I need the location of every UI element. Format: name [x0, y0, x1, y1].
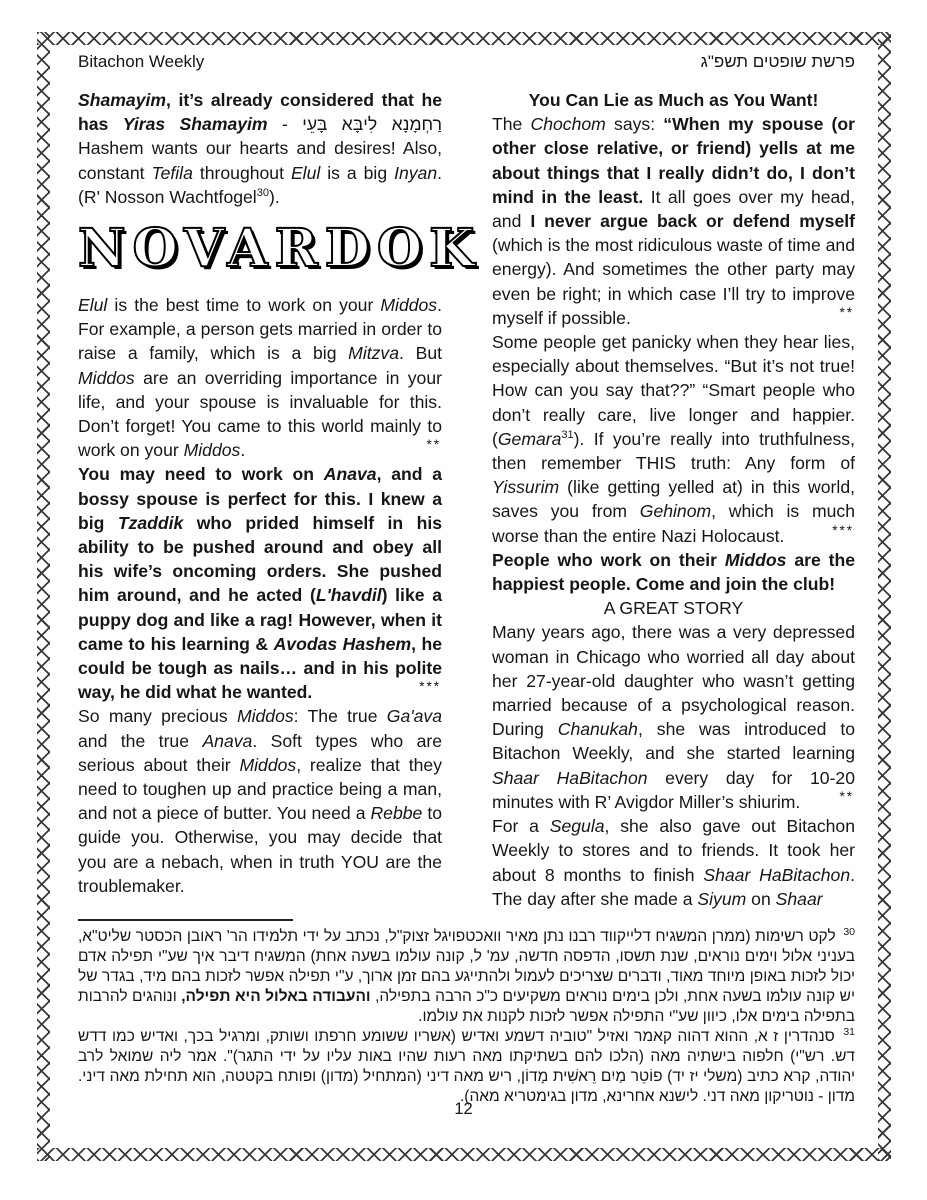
text-run: every day for 10-20 minutes with R’ Avigdor Miller’s shiurim. [492, 767, 855, 812]
text-run: , it’s already considered that he has [78, 90, 442, 135]
text-run: Middos [380, 295, 438, 316]
text-run: ונוהגים להרבות בתפילה בימים אלו, כיוון שע"י התפילה אפשר לזכות לקנות את עולמו. [78, 988, 855, 1025]
parsha-date-hebrew: פרשת שופטים תשפ"ג [700, 52, 855, 71]
text-run: is the best time to work on your [107, 295, 381, 316]
text-run: It all goes over my head, and [492, 186, 855, 232]
text-run: - [267, 114, 303, 135]
decorative-border-left [37, 32, 50, 1161]
text-run: Avodas Hashem [273, 633, 412, 654]
section-break-asterisks: *** [419, 679, 441, 695]
text-run: “When my spouse (or other close relative, or friend) yells at me about things that I really didn’t do, I don’t mind in the least. [492, 114, 856, 207]
text-run: Anava [202, 730, 253, 751]
text-run: : The true [293, 706, 387, 727]
text-run: Shaar [775, 888, 823, 909]
decorative-border-top [37, 32, 891, 45]
text-run: ) like a puppy dog and like a rag! However, when it came to his learning & [78, 585, 442, 654]
para-anava-tzaddik [78, 462, 442, 704]
text-run: So many precious [78, 706, 237, 727]
text-run: on [746, 888, 776, 909]
text-run: (like getting yelled at) in this world, saves you from [492, 477, 855, 522]
text-run: . Soft types who are serious about their [78, 730, 442, 775]
para-panicky-lies [492, 330, 855, 548]
text-run: . [240, 440, 246, 461]
text-run: Shaar HaBitachon [492, 767, 648, 788]
text-run: , realize that they need to toughen up and practice being a man, and not a piece of butter. You need a [78, 754, 442, 824]
page-number: 12 [454, 1100, 473, 1118]
text-run: ). If you’re really into truthfulness, then remember THIS truth: Any form of [492, 428, 855, 474]
footnote-separator [78, 919, 293, 921]
section-break-asterisks: ** [839, 788, 854, 804]
heading-you-can-lie [492, 88, 855, 112]
text-run: סנהדרין ז א, ההוא דהוה קאמר ואזיל "טוביה דשמע ואדיש (אשריו ששומע חרפתו ושותק, ומרגיל בכך, ואדיש כמו דדש דש. רש"י) חלפוה בישתיה מאה (הלכו להם בשתיקתו מאה רעות שהיו באות עליו על ידי התגר)". אמר ליה שמואל לרב יהודה, קרא כתיב (משלי יז יד) פוֹטֵר מַיִם רֵאשִׁית מָדוֹן, ריש מאה דיני (המתחיל (מדון) ופותח בקטטה, הוא תחילת מאה דיני. מדון - נוטריקון מאה דני. לישנא אחרינא, מדון בגימטריא מאה). [78, 1028, 855, 1105]
para-elul-middos [78, 293, 442, 462]
two-column-body [78, 88, 855, 911]
text-run: Shaar HaBitachon [703, 864, 851, 885]
decorative-border-right [878, 32, 891, 1161]
hebrew-phrase: רַחְמָנָא לִיבָּא בָּעֵי [302, 114, 442, 135]
text-run: Yissurim [492, 477, 560, 498]
footnote-reference: 31 [561, 428, 574, 441]
text-run: . (R' Nosson Wachtfogel [78, 162, 442, 207]
section-break-asterisks: ** [839, 304, 854, 320]
text-run: , she was introduced to Bitachon Weekly, and she started learning [492, 719, 855, 764]
text-run: Some people get panicky when they hear lies, especially about themselves. “But it’s not true! How can you say that??” “Smart people who don’t really care, live longer and happier. ( [492, 332, 855, 449]
text-run: Middos [724, 549, 787, 570]
text-run: are an overriding importance in your life, and your spouse is invaluable for this. Don’t forget! You came to this world mainly to work on your [78, 367, 442, 461]
text-run: Middos [239, 754, 297, 775]
text-run: Middos [236, 706, 294, 727]
text-run: (which is the most ridiculous waste of time and energy). And sometimes the other party may even be right; in which case I’ll try to improve myself if possible. [492, 235, 855, 328]
text-run: , and a bossy spouse is perfect for this. I knew a big [78, 464, 442, 533]
text-run: Many years ago, there was a very depressed woman in Chicago who worried all day about her 27-year-old daughter who wasn’t getting married because of a psychological reason. During [492, 622, 855, 740]
text-run: , he could be tough as nails… and in his polite way, he did what he wanted. [78, 633, 442, 703]
section-break-asterisks: ** [426, 437, 441, 453]
footnote-reference: 30 [256, 186, 269, 199]
text-run: The [492, 114, 531, 135]
text-run: Siyum [697, 888, 747, 909]
heading-a-great-story [492, 596, 855, 620]
text-run: and the true [78, 730, 203, 751]
text-run: A GREAT STORY [603, 598, 744, 619]
text-run: Yiras Shamayim [122, 114, 268, 135]
section-break-asterisks: *** [832, 522, 854, 538]
para-chochom-says [492, 112, 855, 330]
text-run: , she also gave out Bitachon Weekly to stores and to friends. It took her about 8 months to finish [492, 816, 855, 885]
text-run: Ga'ava [386, 706, 442, 727]
text-run: . But [399, 343, 442, 364]
text-run: For a [492, 816, 550, 837]
text-run: Anava [323, 464, 377, 485]
text-run: says: [605, 114, 664, 135]
text-run: Chochom [530, 114, 606, 135]
text-run: Mitzva [348, 343, 400, 364]
para-chicago-story [492, 620, 855, 814]
publication-title: Bitachon Weekly [78, 52, 205, 71]
text-run: Tzaddik [117, 512, 184, 533]
text-run: Inyan [394, 162, 438, 183]
text-run: . The day after she made a [492, 864, 855, 909]
text-run: are the happiest people. Come and join the club! [492, 549, 855, 595]
text-run: ). [268, 186, 280, 207]
decorative-border-bottom [37, 1148, 891, 1161]
text-run: Elul [290, 162, 321, 183]
text-run: , which is much worse than the entire Nazi Holocaust. [492, 501, 855, 546]
text-run: Elul [78, 295, 108, 316]
text-run: . For example, a person gets married in order to raise a family, which is a big [78, 295, 442, 364]
right-column [492, 88, 855, 911]
text-run: to guide you. Otherwise, you may decide that you are a nebach, when in truth YOU are the troublemaker. [78, 803, 442, 896]
text-run: Middos [183, 440, 241, 461]
text-run: לקט רשימות (ממרן המשגיח דלייקווד רבנו נתן מאיר וואכטפויגל זצוק"ל, נכתב על ידי תלמידו הר' ראובן הכסטר שליט"א, בעניני אלול וימים נוראים, שנת תשסו, הדפסה חדשה, עמ' ל, קונה עולמו בשעה אחת) המשגיח דיבר איך שע"י תפילה אדם יכול לזכות באופן מיוחד מאוד, ודברים שצריכים לעמול ולהתייגע בהם זמן ארוך, ע"י תפילה אפשר לזכות בהם מיד, בגדר של יש קונה עולמו בשעה אחת, ולכן בימים נוראים משקיעים כ"כ הרבה בתפילה, [78, 928, 855, 1005]
text-run: Hashem wants our hearts and desires! Also, constant [78, 138, 442, 183]
text-run: I never argue back or defend myself [530, 211, 855, 232]
text-run: Middos [78, 367, 135, 388]
text-run: Rebbe [370, 803, 423, 824]
page-header [78, 52, 855, 72]
novardok-title: NOVARDOK [78, 218, 482, 280]
text-run: Shamayim [78, 90, 167, 110]
text-run: L'havdil [315, 585, 382, 606]
text-run: is a big [320, 162, 395, 183]
footnote-number: 30 [843, 925, 855, 938]
footnote-number: 31 [843, 1025, 855, 1038]
para-shamayim-tefila [78, 88, 442, 209]
text-run: Tefila [151, 162, 193, 183]
para-segula [492, 814, 855, 911]
text-run: Gemara [497, 428, 562, 449]
left-column [78, 88, 482, 911]
text-run: Segula [549, 816, 605, 837]
para-happiest-people [492, 548, 855, 596]
text-run: והעבודה באלול היא תפילה, [181, 988, 371, 1005]
text-run: You Can Lie as Much as You Want! [528, 90, 819, 110]
footnote-area [78, 919, 855, 1107]
text-run: People who work on their [492, 549, 725, 570]
footnote-30 [78, 927, 855, 1027]
footnote-31 [78, 1027, 855, 1107]
para-precious-middos [78, 704, 442, 898]
text-run: You may need to work on [78, 464, 324, 485]
footnotes [78, 927, 855, 1107]
text-run: throughout [192, 162, 291, 183]
text-run: who prided himself in his ability to be pushed around and obey all his wife’s oncoming orders. She pushed him around, and he acted ( [78, 512, 442, 606]
text-run: Gehinom [639, 501, 712, 522]
text-run: Chanukah [557, 719, 638, 740]
